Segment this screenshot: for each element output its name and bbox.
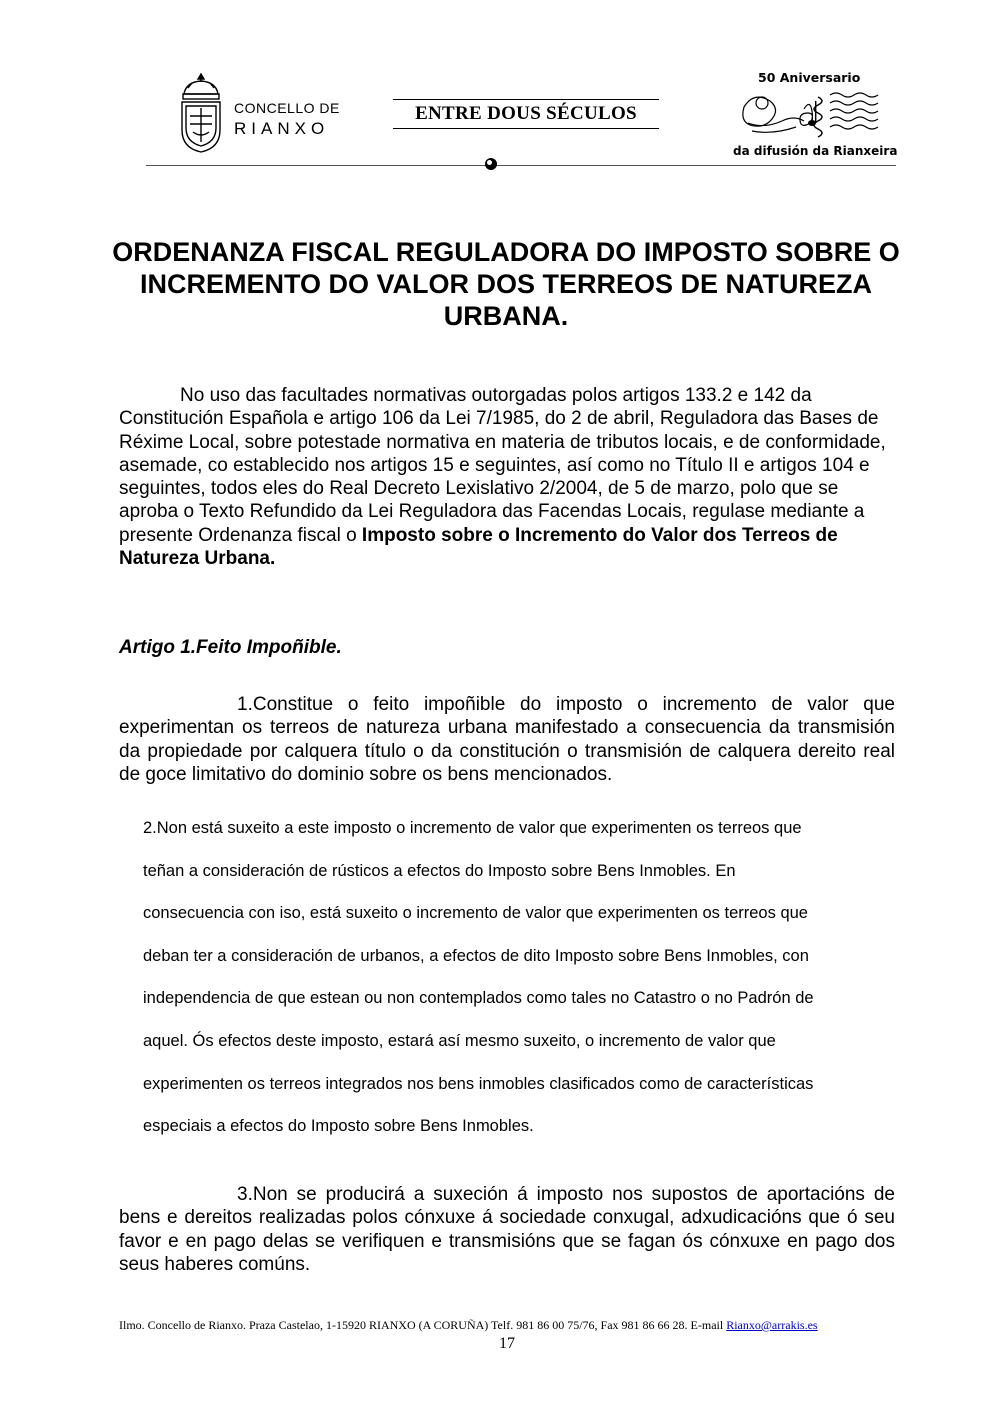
paragraph-2-line: aquel. Ós efectos deste imposto, estará así mesmo suxeito, o incremento de valor que — [143, 1031, 776, 1050]
municipality-name: RIANXO — [234, 119, 330, 138]
concello-label: CONCELLO DE — [234, 100, 340, 116]
paragraph-2-line: independencia de que estean ou non contemplados como tales no Catastro o no Padrón de — [143, 989, 814, 1008]
document-title: ORDENANZA FISCAL REGULADORA DO IMPOSTO SOBRE O INCREMENTO DO VALOR DOS TERREOS DE NATUREZA URBANA. — [112, 237, 900, 331]
anniversary-title: 50 Aniversario — [758, 70, 861, 85]
paragraph-2-line: consecuencia con iso, está suxeito o incremento de valor que experimenten os terreos que — [143, 904, 808, 923]
footer-address — [119, 1318, 818, 1333]
paragraph-2-line: teñan a consideración de rústicos a efectos do Imposto sobre Bens Inmobles. En — [143, 861, 736, 880]
mermaid-music-staff-icon — [738, 87, 880, 142]
header-motto-box — [393, 99, 659, 129]
article-1-paragraph-1: 1.Constitue o feito impoñible do imposto o incremento de valor que experimentan os terreos de natureza urbana manifestado a consecuencia da transmisión da propiedade por calquera título o da constitución o transmisión de calquera dereito real de goce limitativo do dominio sobre os bens mencionados. — [119, 694, 895, 785]
intro-bold-text: Imposto sobre o Incremento do Valor dos Terreos de Natureza Urbana. — [119, 524, 838, 570]
paragraph-2-line: deban ter a consideración de urbanos, a efectos de dito Imposto sobre Bens Inmobles, con — [143, 946, 809, 965]
intro-text: No uso das facultades normativas outorgadas polos artigos 133.2 e 142 da Constitución Española e artigo 106 da Lei 7/1985, do 2 de abril, Reguladora das Bases de Réxime Local, sobre potestade normativa en materia de tributos locais, e de conformidade, asemade, co establecido nos artigos 15 e seguintes, así como no Título II e artigos 104 e seguintes, todos eles do Real Decreto Lexislativo 2/2004, de 5 de marzo, polo que se aproba o Texto Refundido da Lei Reguladora das Facendas Locais, regulase mediante a presente Ordenanza fiscal o — [119, 385, 886, 546]
paragraph-2-line: especiais a efectos do Imposto sobre Bens Inmobles. — [143, 1117, 534, 1136]
page-number: 17 — [499, 1335, 515, 1352]
header-divider — [146, 165, 896, 166]
coat-of-arms-icon — [176, 72, 226, 156]
header-motto: ENTRE DOUS SÉCULOS — [415, 103, 637, 124]
anniversary-subtitle: da difusión da Rianxeira — [733, 144, 898, 158]
footer-address-text: Ilmo. Concello de Rianxo. Praza Castelao, 1-15920 RIANXO (A CORUÑA) Telf. 981 86 00 75/76, Fax 981 86 66 28. E-mail — [119, 1318, 727, 1332]
header-ornament-icon — [485, 158, 497, 170]
paragraph-2-line: 2.Non está suxeito a este imposto o incremento de valor que experimenten os terreos que — [143, 819, 802, 837]
article-1-heading: Artigo 1.Feito Impoñible. — [119, 637, 342, 658]
paragraph-2-line: experimenten os terreos integrados nos bens inmobles clasificados como de características — [143, 1074, 814, 1093]
intro-paragraph — [119, 384, 895, 570]
article-1-paragraph-2 — [143, 807, 898, 1148]
footer-email-link[interactable]: Rianxo@arrakis.es — [726, 1318, 818, 1332]
article-1-paragraph-3: 3.Non se producirá a suxeción á imposto nos supostos de aportacións de bens e dereitos realizadas polos cónxuxe á sociedade conxugal, adxudicacións que ó seu favor e en pago delas se verifiquen e transmisións que se fagan ós cónxuxe en pago dos seus haberes comúns. — [119, 1184, 895, 1275]
